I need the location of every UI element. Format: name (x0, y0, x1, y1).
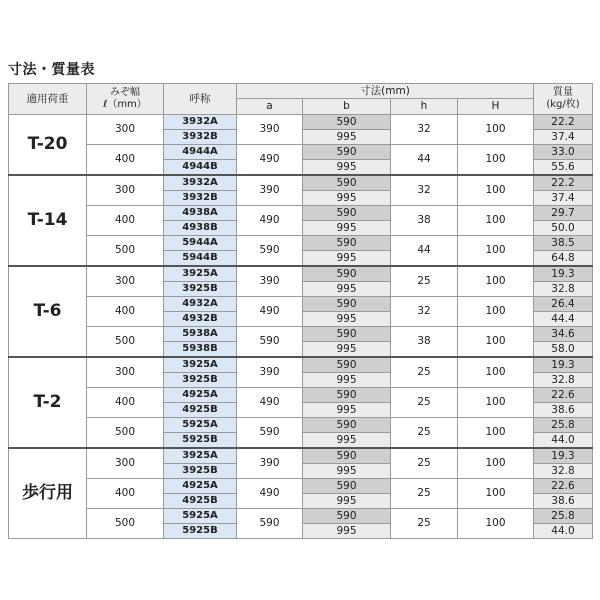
dim-H-cell: 100 (458, 145, 534, 176)
mass-cell: 37.4 (534, 130, 593, 145)
product-code-cell: 5944A (164, 236, 237, 251)
mass-cell: 22.2 (534, 115, 593, 130)
dim-b-cell: 590 (303, 145, 391, 160)
dim-b-cell: 995 (303, 524, 391, 539)
product-code-cell: 5938B (164, 342, 237, 358)
dim-b-cell: 995 (303, 282, 391, 297)
dim-b-cell: 995 (303, 403, 391, 418)
mass-cell: 58.0 (534, 342, 593, 358)
dim-a-cell: 490 (237, 145, 303, 176)
width-cell: 400 (87, 145, 164, 176)
load-cell: T-20 (9, 115, 87, 176)
table-row (9, 479, 593, 494)
dim-H-cell: 100 (458, 509, 534, 539)
dim-b-cell: 590 (303, 448, 391, 464)
product-code-cell: 5925B (164, 433, 237, 449)
dim-b-cell: 995 (303, 130, 391, 145)
mass-cell: 38.6 (534, 403, 593, 418)
mass-cell: 33.0 (534, 145, 593, 160)
mass-cell: 34.6 (534, 327, 593, 342)
dim-h-cell: 38 (391, 327, 458, 358)
dim-a-cell: 390 (237, 357, 303, 388)
mass-cell: 44.0 (534, 524, 593, 539)
dim-b-cell: 590 (303, 418, 391, 433)
header-name: 呼称 (164, 84, 237, 115)
dim-H-cell: 100 (458, 266, 534, 297)
header-width-line2: ℓ（mm） (103, 99, 147, 110)
dim-b-cell: 590 (303, 206, 391, 221)
width-cell: 500 (87, 327, 164, 358)
product-code-cell: 4944A (164, 145, 237, 160)
mass-cell: 50.0 (534, 221, 593, 236)
product-code-cell: 3925A (164, 357, 237, 373)
load-cell: T-2 (9, 357, 87, 448)
mass-cell: 19.3 (534, 448, 593, 464)
dim-b-cell: 995 (303, 464, 391, 479)
product-code-cell: 5925A (164, 418, 237, 433)
mass-cell: 19.3 (534, 266, 593, 282)
width-cell: 300 (87, 115, 164, 145)
dim-b-cell: 590 (303, 266, 391, 282)
header-width-line1: みぞ幅 (110, 87, 140, 98)
dim-b-cell: 590 (303, 479, 391, 494)
dimension-mass-table (8, 83, 593, 539)
dim-H-cell: 100 (458, 448, 534, 479)
dim-H-cell: 100 (458, 418, 534, 449)
table-row (9, 175, 593, 191)
dim-a-cell: 490 (237, 206, 303, 236)
mass-cell: 37.4 (534, 191, 593, 206)
product-code-cell: 3925B (164, 282, 237, 297)
dim-H-cell: 100 (458, 236, 534, 267)
product-code-cell: 5925A (164, 509, 237, 524)
dim-h-cell: 38 (391, 206, 458, 236)
width-cell: 300 (87, 266, 164, 297)
dim-a-cell: 490 (237, 388, 303, 418)
dim-a-cell: 590 (237, 236, 303, 267)
width-cell: 400 (87, 297, 164, 327)
dim-h-cell: 32 (391, 297, 458, 327)
dim-a-cell: 590 (237, 418, 303, 449)
load-cell: T-6 (9, 266, 87, 357)
product-code-cell: 4944B (164, 160, 237, 176)
dim-b-cell: 590 (303, 509, 391, 524)
mass-cell: 32.8 (534, 282, 593, 297)
table-row (9, 297, 593, 312)
product-code-cell: 5925B (164, 524, 237, 539)
load-cell: 歩行用 (9, 448, 87, 539)
mass-cell: 25.8 (534, 418, 593, 433)
dim-b-cell: 590 (303, 357, 391, 373)
width-cell: 500 (87, 509, 164, 539)
product-code-cell: 4925B (164, 403, 237, 418)
width-cell: 500 (87, 418, 164, 449)
dim-H-cell: 100 (458, 357, 534, 388)
product-code-cell: 4925B (164, 494, 237, 509)
table-body (9, 115, 593, 539)
width-cell: 300 (87, 448, 164, 479)
dim-b-cell: 590 (303, 175, 391, 191)
product-code-cell: 5944B (164, 251, 237, 267)
load-cell: T-14 (9, 175, 87, 266)
product-code-cell: 3932B (164, 130, 237, 145)
dim-h-cell: 32 (391, 175, 458, 206)
table-row (9, 388, 593, 403)
table-row (9, 418, 593, 433)
dim-b-cell: 590 (303, 327, 391, 342)
dim-b-cell: 590 (303, 236, 391, 251)
product-code-cell: 4932A (164, 297, 237, 312)
dim-h-cell: 25 (391, 509, 458, 539)
dim-a-cell: 490 (237, 479, 303, 509)
dim-b-cell: 995 (303, 433, 391, 449)
mass-cell: 19.3 (534, 357, 593, 373)
mass-cell: 44.4 (534, 312, 593, 327)
header-mass-line2: (kg/枚) (546, 99, 580, 110)
dim-h-cell: 32 (391, 115, 458, 145)
header-h: h (391, 99, 458, 115)
mass-cell: 38.6 (534, 494, 593, 509)
table-row (9, 357, 593, 373)
width-cell: 400 (87, 479, 164, 509)
header-a: a (237, 99, 303, 115)
dim-b-cell: 590 (303, 388, 391, 403)
product-code-cell: 3925B (164, 373, 237, 388)
header-H: H (458, 99, 534, 115)
width-cell: 500 (87, 236, 164, 267)
header-width (87, 84, 164, 115)
product-code-cell: 3925A (164, 266, 237, 282)
dim-b-cell: 590 (303, 297, 391, 312)
dim-a-cell: 490 (237, 297, 303, 327)
dim-h-cell: 25 (391, 357, 458, 388)
dim-a-cell: 390 (237, 448, 303, 479)
table-row (9, 236, 593, 251)
dim-b-cell: 995 (303, 221, 391, 236)
mass-cell: 55.6 (534, 160, 593, 176)
dim-b-cell: 995 (303, 160, 391, 176)
table-row (9, 448, 593, 464)
width-cell: 300 (87, 357, 164, 388)
dim-a-cell: 590 (237, 509, 303, 539)
dim-H-cell: 100 (458, 327, 534, 358)
header-mass (534, 84, 593, 115)
dim-b-cell: 995 (303, 342, 391, 358)
dim-b-cell: 995 (303, 312, 391, 327)
mass-cell: 25.8 (534, 509, 593, 524)
dim-h-cell: 25 (391, 388, 458, 418)
dim-H-cell: 100 (458, 297, 534, 327)
mass-cell: 22.2 (534, 175, 593, 191)
table-row (9, 145, 593, 160)
dim-a-cell: 390 (237, 266, 303, 297)
dim-a-cell: 390 (237, 175, 303, 206)
dim-H-cell: 100 (458, 206, 534, 236)
product-code-cell: 3925B (164, 464, 237, 479)
header-b: b (303, 99, 391, 115)
dim-h-cell: 25 (391, 418, 458, 449)
width-cell: 400 (87, 206, 164, 236)
product-code-cell: 5938A (164, 327, 237, 342)
page-title: 寸法・質量表 (8, 62, 95, 78)
product-code-cell: 4932B (164, 312, 237, 327)
product-code-cell: 3932A (164, 175, 237, 191)
product-code-cell: 4938B (164, 221, 237, 236)
dim-H-cell: 100 (458, 175, 534, 206)
product-code-cell: 4938A (164, 206, 237, 221)
mass-cell: 32.8 (534, 373, 593, 388)
mass-cell: 44.0 (534, 433, 593, 449)
table-row (9, 327, 593, 342)
mass-cell: 26.4 (534, 297, 593, 312)
table-row (9, 206, 593, 221)
mass-cell: 29.7 (534, 206, 593, 221)
dim-H-cell: 100 (458, 388, 534, 418)
mass-cell: 22.6 (534, 388, 593, 403)
product-code-cell: 3925A (164, 448, 237, 464)
dim-h-cell: 25 (391, 448, 458, 479)
dim-b-cell: 995 (303, 251, 391, 267)
dim-h-cell: 44 (391, 145, 458, 176)
table-row (9, 509, 593, 524)
dim-h-cell: 25 (391, 266, 458, 297)
product-code-cell: 3932A (164, 115, 237, 130)
product-code-cell: 4925A (164, 479, 237, 494)
width-cell: 400 (87, 388, 164, 418)
table-row (9, 266, 593, 282)
dim-h-cell: 44 (391, 236, 458, 267)
table-row (9, 115, 593, 130)
mass-cell: 32.8 (534, 464, 593, 479)
dim-a-cell: 590 (237, 327, 303, 358)
product-code-cell: 4925A (164, 388, 237, 403)
mass-cell: 64.8 (534, 251, 593, 267)
dim-b-cell: 995 (303, 191, 391, 206)
header-dims: 寸法(mm) (237, 84, 534, 99)
mass-cell: 38.5 (534, 236, 593, 251)
dim-a-cell: 390 (237, 115, 303, 145)
width-cell: 300 (87, 175, 164, 206)
dim-b-cell: 590 (303, 115, 391, 130)
product-code-cell: 3932B (164, 191, 237, 206)
header-load: 適用荷重 (9, 84, 87, 115)
mass-cell: 22.6 (534, 479, 593, 494)
header-mass-line1: 質量 (553, 87, 573, 98)
dim-b-cell: 995 (303, 373, 391, 388)
dim-b-cell: 995 (303, 494, 391, 509)
dim-H-cell: 100 (458, 115, 534, 145)
dim-h-cell: 25 (391, 479, 458, 509)
dim-H-cell: 100 (458, 479, 534, 509)
